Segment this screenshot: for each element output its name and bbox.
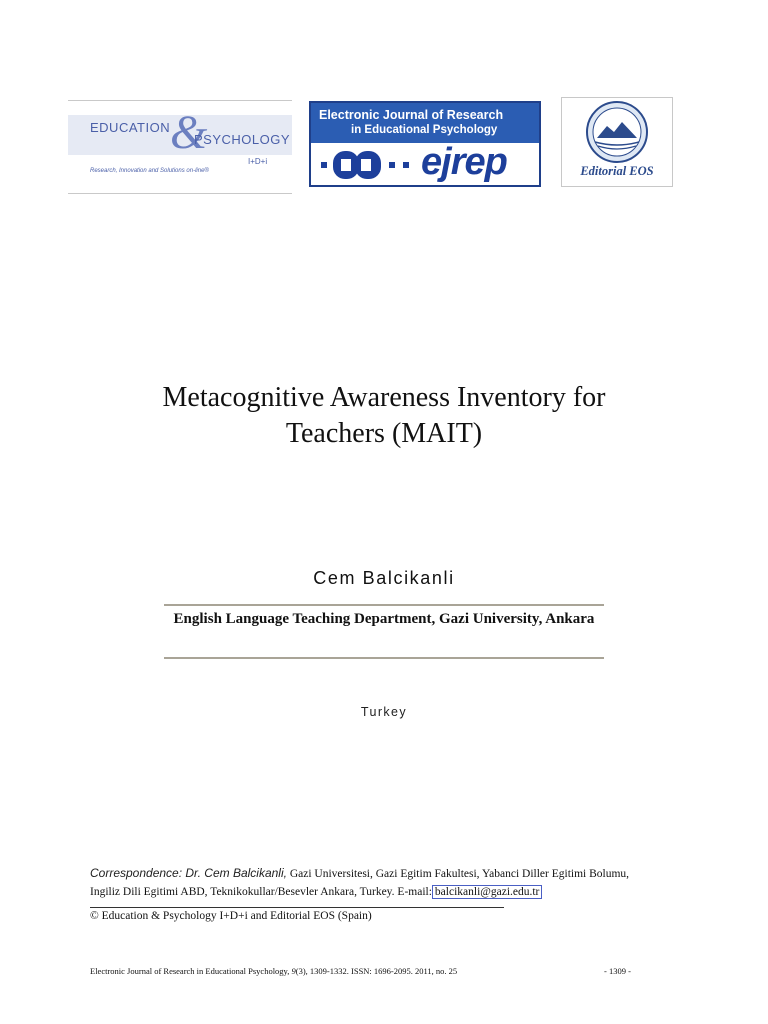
logo-tagline: Research, Innovation and Solutions on-line® [90, 168, 209, 174]
email-link[interactable]: balcikanli@gazi.edu.tr [432, 885, 542, 899]
logo-word-education: EDUCATION [90, 120, 171, 135]
editorial-eos-logo [561, 97, 673, 187]
country: Turkey [360, 705, 408, 719]
ejrep-title-line1: Electronic Journal of Research [319, 108, 504, 122]
eos-emblem-icon [562, 98, 672, 164]
paper-title [84, 380, 684, 452]
ejrep-title-line2: in Educational Psychology [351, 124, 498, 136]
education-psychology-logo [68, 100, 292, 194]
correspondence-address-1: Gazi Universitesi, Gazi Egitim Fakultesi, Yabanci Diller Egitimi Bolumu, [286, 868, 630, 880]
correspondence [90, 864, 690, 901]
correspondence-lead: Correspondence: Dr. Cem Balcikanli, [90, 866, 287, 880]
title-line-2: Teachers (MAIT) [285, 418, 483, 449]
affiliation: English Language Teaching Department, Gazi University, Ankara [173, 611, 595, 627]
footer-volume: 9 [291, 966, 296, 976]
correspondence-address-2: Ingiliz Dili Egitimi ABD, Teknikokullar/Besevler Ankara, Turkey. E-mail: [90, 886, 432, 898]
ejrep-mark-icon [319, 147, 419, 183]
ejrep-logo [309, 101, 541, 187]
title-line-1: Metacognitive Awareness Inventory for [162, 382, 606, 413]
footnote-rule [90, 907, 504, 908]
eos-brand: Editorial EOS [580, 164, 654, 178]
page-number: - 1309 - [604, 966, 631, 976]
logo-word-psychology: PSYCHOLOGY [194, 132, 291, 147]
footer-sep: , [287, 966, 292, 976]
journal-citation [90, 966, 630, 976]
copyright-note: © Education & Psychology I+D+i and Editorial EOS (Spain) [90, 910, 372, 922]
logo-ampersand: & [170, 106, 208, 159]
ejrep-brand: ejrep [421, 141, 507, 183]
divider-bottom [164, 657, 604, 659]
footer-journal: Electronic Journal of Research in Educational Psychology [90, 966, 288, 976]
divider-top [164, 604, 604, 606]
author-name: Cem Balcikanli [313, 568, 455, 588]
logo-idi-mark: I+D+i [248, 157, 268, 166]
footer-citation: (3), 1309-1332. ISSN: 1696-2095. 2011, no. 25 [295, 966, 458, 976]
